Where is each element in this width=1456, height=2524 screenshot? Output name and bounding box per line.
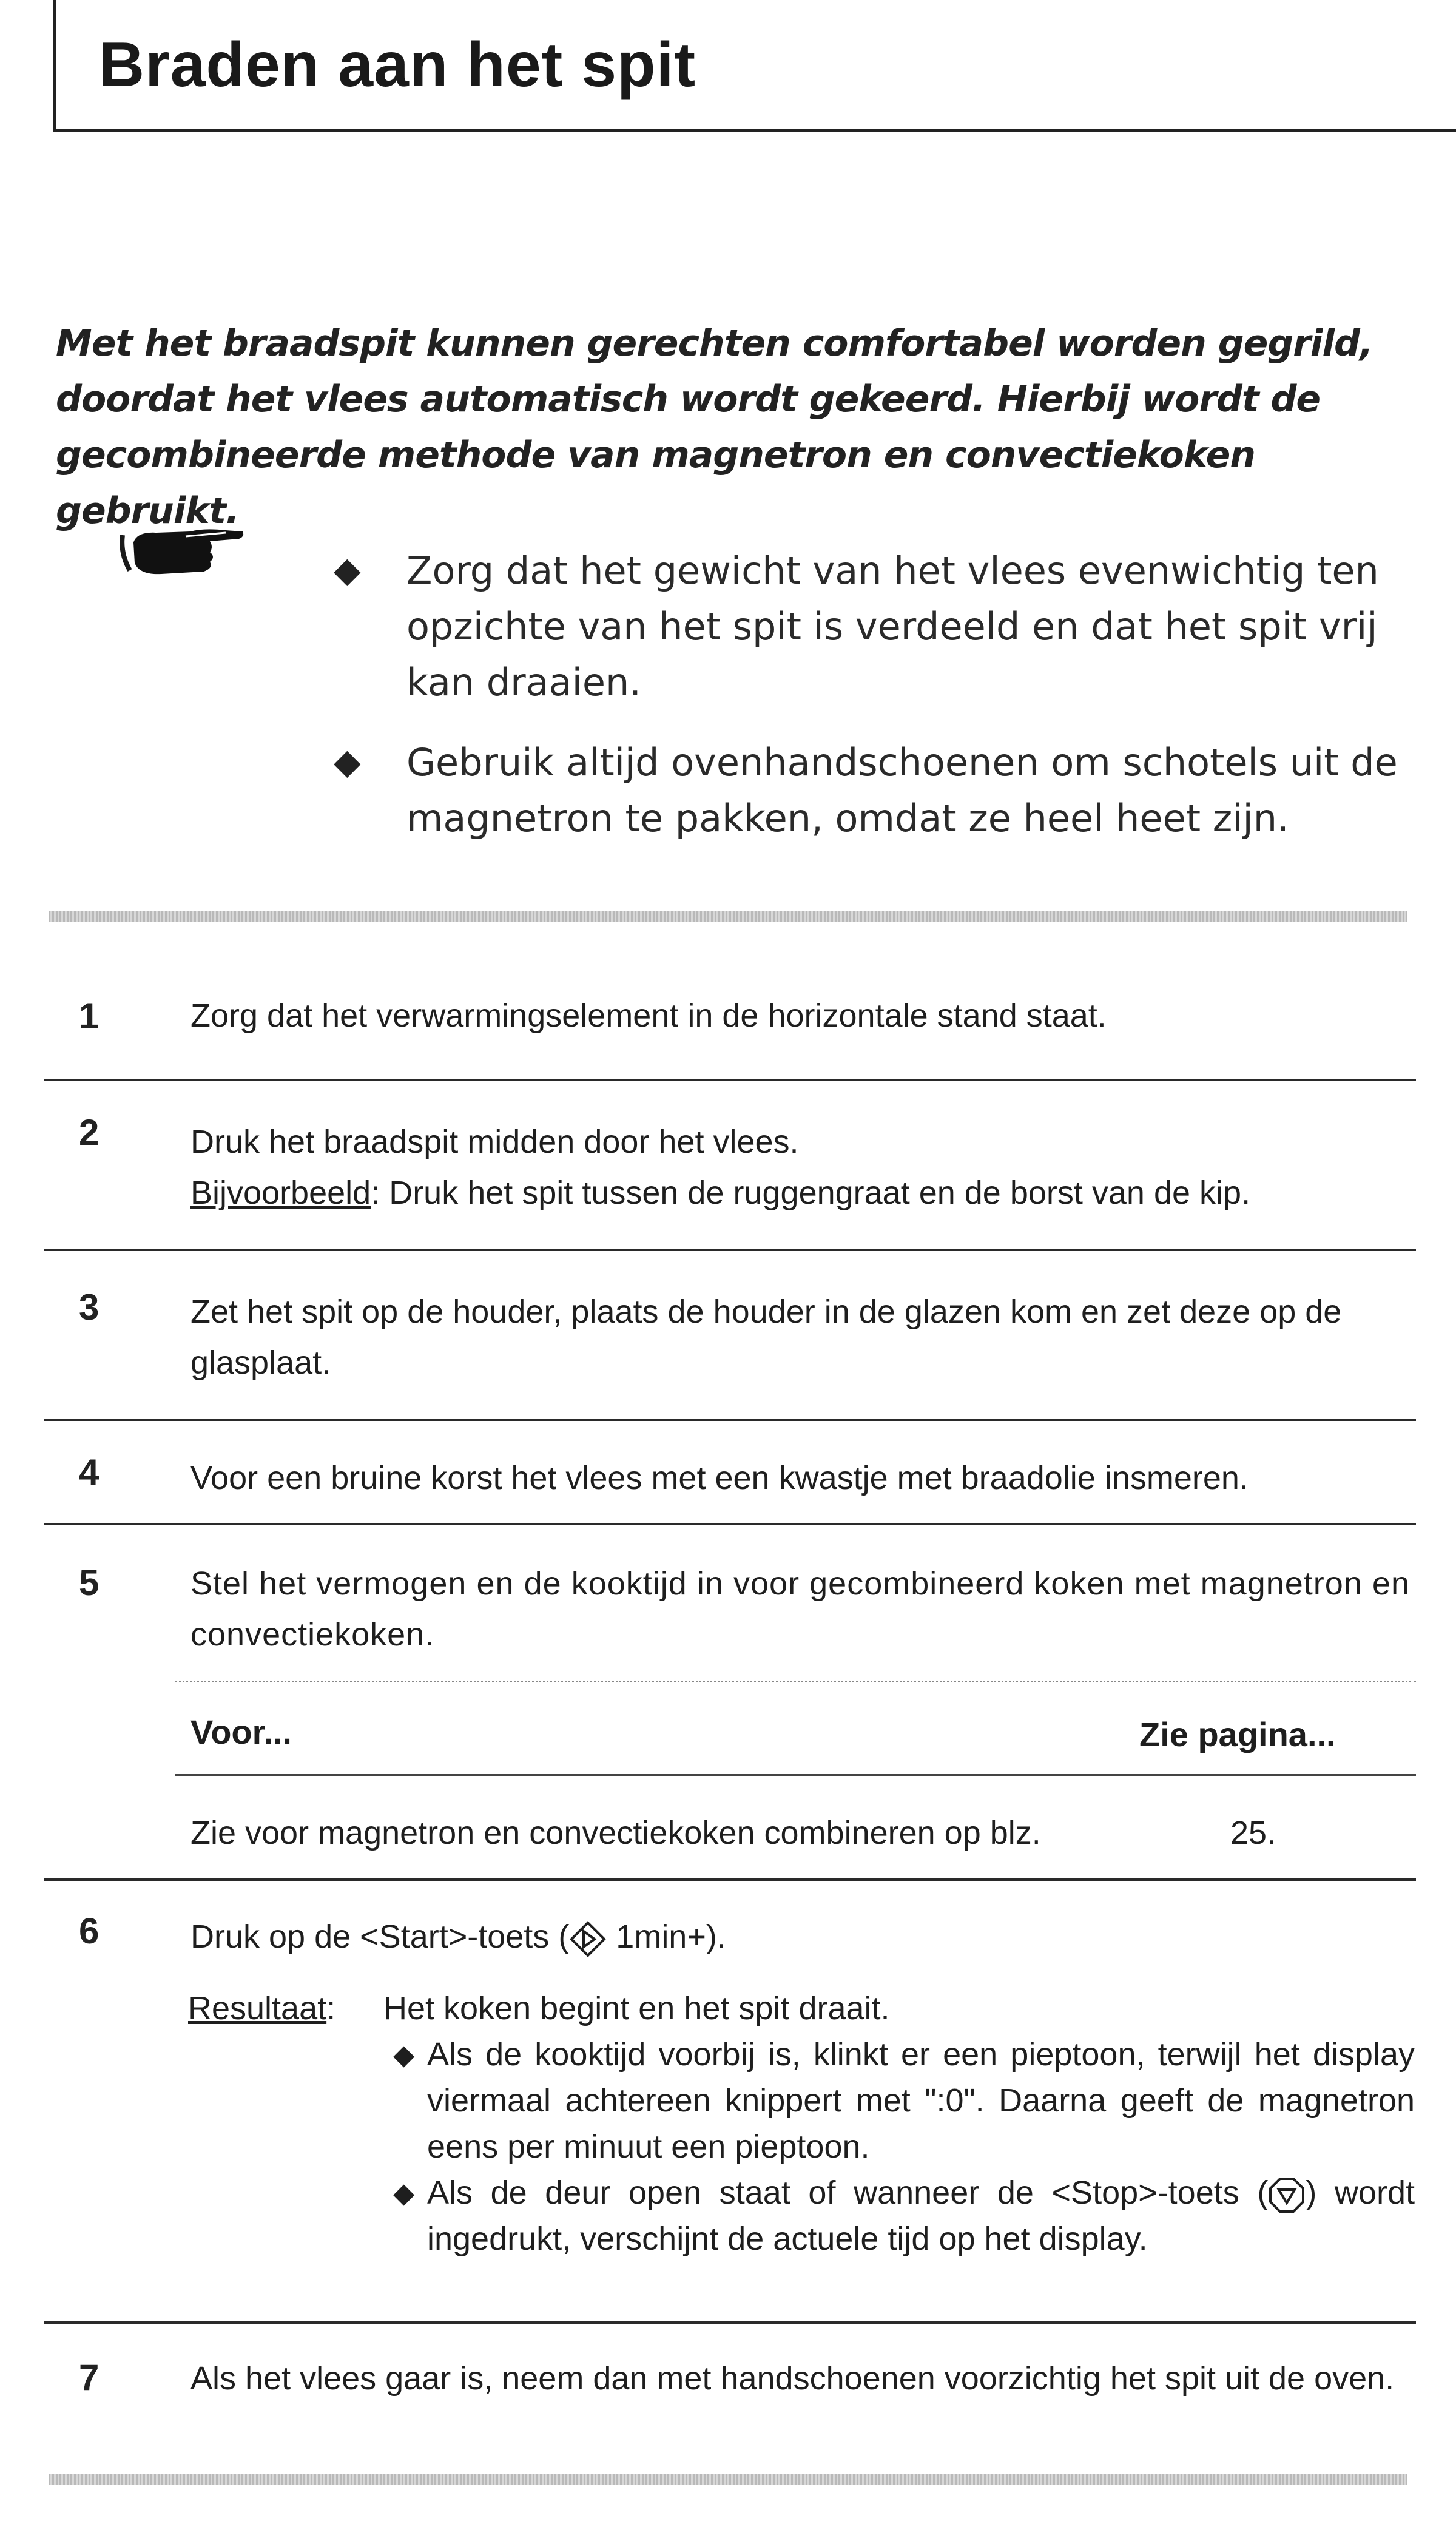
step-divider [44, 1523, 1416, 1525]
step-text: Stel het vermogen en de kooktijd in voor gecombineerd koken met magnetron en convectiekoken. [190, 1565, 1410, 1653]
result-text: Het koken begint en het spit draait. [383, 1990, 890, 2026]
note-text: Zorg dat het gewicht van het vlees evenwichtig ten opzichte van het spit is verdeeld en dat het spit vrij kan draaien. [406, 548, 1379, 704]
section-divider [49, 911, 1407, 922]
step-divider [44, 2321, 1416, 2324]
title-box [53, 0, 1456, 132]
result-label [188, 1985, 335, 2031]
result-bullet [383, 2031, 1415, 2170]
result-content [383, 1985, 1415, 2262]
note-item [334, 543, 1414, 710]
step-divider [44, 1419, 1416, 1421]
page-title: Braden aan het spit [99, 30, 696, 100]
step-number: 3 [79, 1287, 99, 1328]
step-text-after: 1min+). [607, 1918, 726, 1955]
stop-octagon-icon [1268, 2176, 1306, 2214]
example-label: Bijvoorbeeld [190, 1175, 371, 1211]
step-main-text: Druk het braadspit midden door het vlees. [190, 1124, 799, 1160]
step-number: 1 [79, 996, 99, 1036]
intro-paragraph: Met het braadspit kunnen gerechten comfortabel worden gegrild, doordat het vlees automatisch wordt gekeerd. Hierbij wordt de gecombineerde methode van magnetron en convectiekoken gebruikt. [56, 322, 1373, 532]
step-text: Voor een bruine korst het vlees met een kwastje met braadolie insmeren. [190, 1460, 1249, 1496]
step-text [190, 1911, 1410, 1962]
step-number: 2 [79, 1112, 99, 1153]
step-text: Als het vlees gaar is, neem dan met handschoenen voorzichtig het spit uit de oven. [190, 2360, 1395, 2397]
note-item [334, 735, 1414, 846]
step-text [190, 1116, 1410, 1218]
table-header-rule [175, 1774, 1416, 1776]
diamond-bullet-icon: ◆ [393, 2039, 415, 2070]
step-number: 6 [79, 1911, 99, 1951]
start-diamond-icon [569, 1920, 607, 1958]
note-text: Gebruik altijd ovenhandschoenen om schotels uit de magnetron te pakken, omdat ze heel heet zijn. [406, 740, 1398, 840]
step-divider [44, 1079, 1416, 1081]
step-divider [44, 1878, 1416, 1881]
example-text: : Druk het spit tussen de ruggengraat en de borst van de kip. [371, 1175, 1251, 1211]
pointing-hand-icon [119, 523, 246, 584]
result-bullet-text: Als de kooktijd voorbij is, klinkt er een pieptoon, terwijl het display viermaal achtereen knippert met ":0". Daarna geeft de magnetron eens per minuut een pieptoon. [427, 2036, 1415, 2165]
step-divider [44, 1249, 1416, 1251]
diamond-bullet-icon: ◆ [334, 549, 361, 590]
section-divider [49, 2474, 1407, 2485]
step-text-before: Druk op de <Start>-toets ( [190, 1918, 570, 1955]
result-bullet-text-before: Als de deur open staat of wanneer de <Stop>-toets ( [427, 2175, 1269, 2211]
result-label-text: Resultaat [188, 1990, 327, 2026]
step-text: Zorg dat het verwarmingselement in de horizontale stand staat. [190, 997, 1107, 1034]
table-cell-page: 25. [1230, 1815, 1276, 1851]
result-bullet [383, 2170, 1415, 2262]
safety-notes [334, 543, 1414, 871]
step-number: 4 [79, 1452, 99, 1493]
table-top-rule [175, 1681, 1416, 1682]
diamond-bullet-icon: ◆ [393, 2177, 415, 2208]
step-text: Zet het spit op de houder, plaats de houder in de glazen kom en zet deze op de glasplaat. [190, 1294, 1342, 1381]
step-number: 7 [79, 2357, 99, 2398]
table-cell-description: Zie voor magnetron en convectiekoken combineren op blz. [190, 1815, 1041, 1851]
table-header-page: Zie pagina... [1139, 1715, 1336, 1753]
step-number: 5 [79, 1562, 99, 1603]
result-label-colon: : [326, 1990, 336, 2026]
result-bullet-text-after: ) wordt ingedrukt, verschijnt de actuele tijd op het display. [427, 2175, 1415, 2257]
table-header-voor: Voor... [190, 1713, 292, 1751]
diamond-bullet-icon: ◆ [334, 741, 361, 782]
